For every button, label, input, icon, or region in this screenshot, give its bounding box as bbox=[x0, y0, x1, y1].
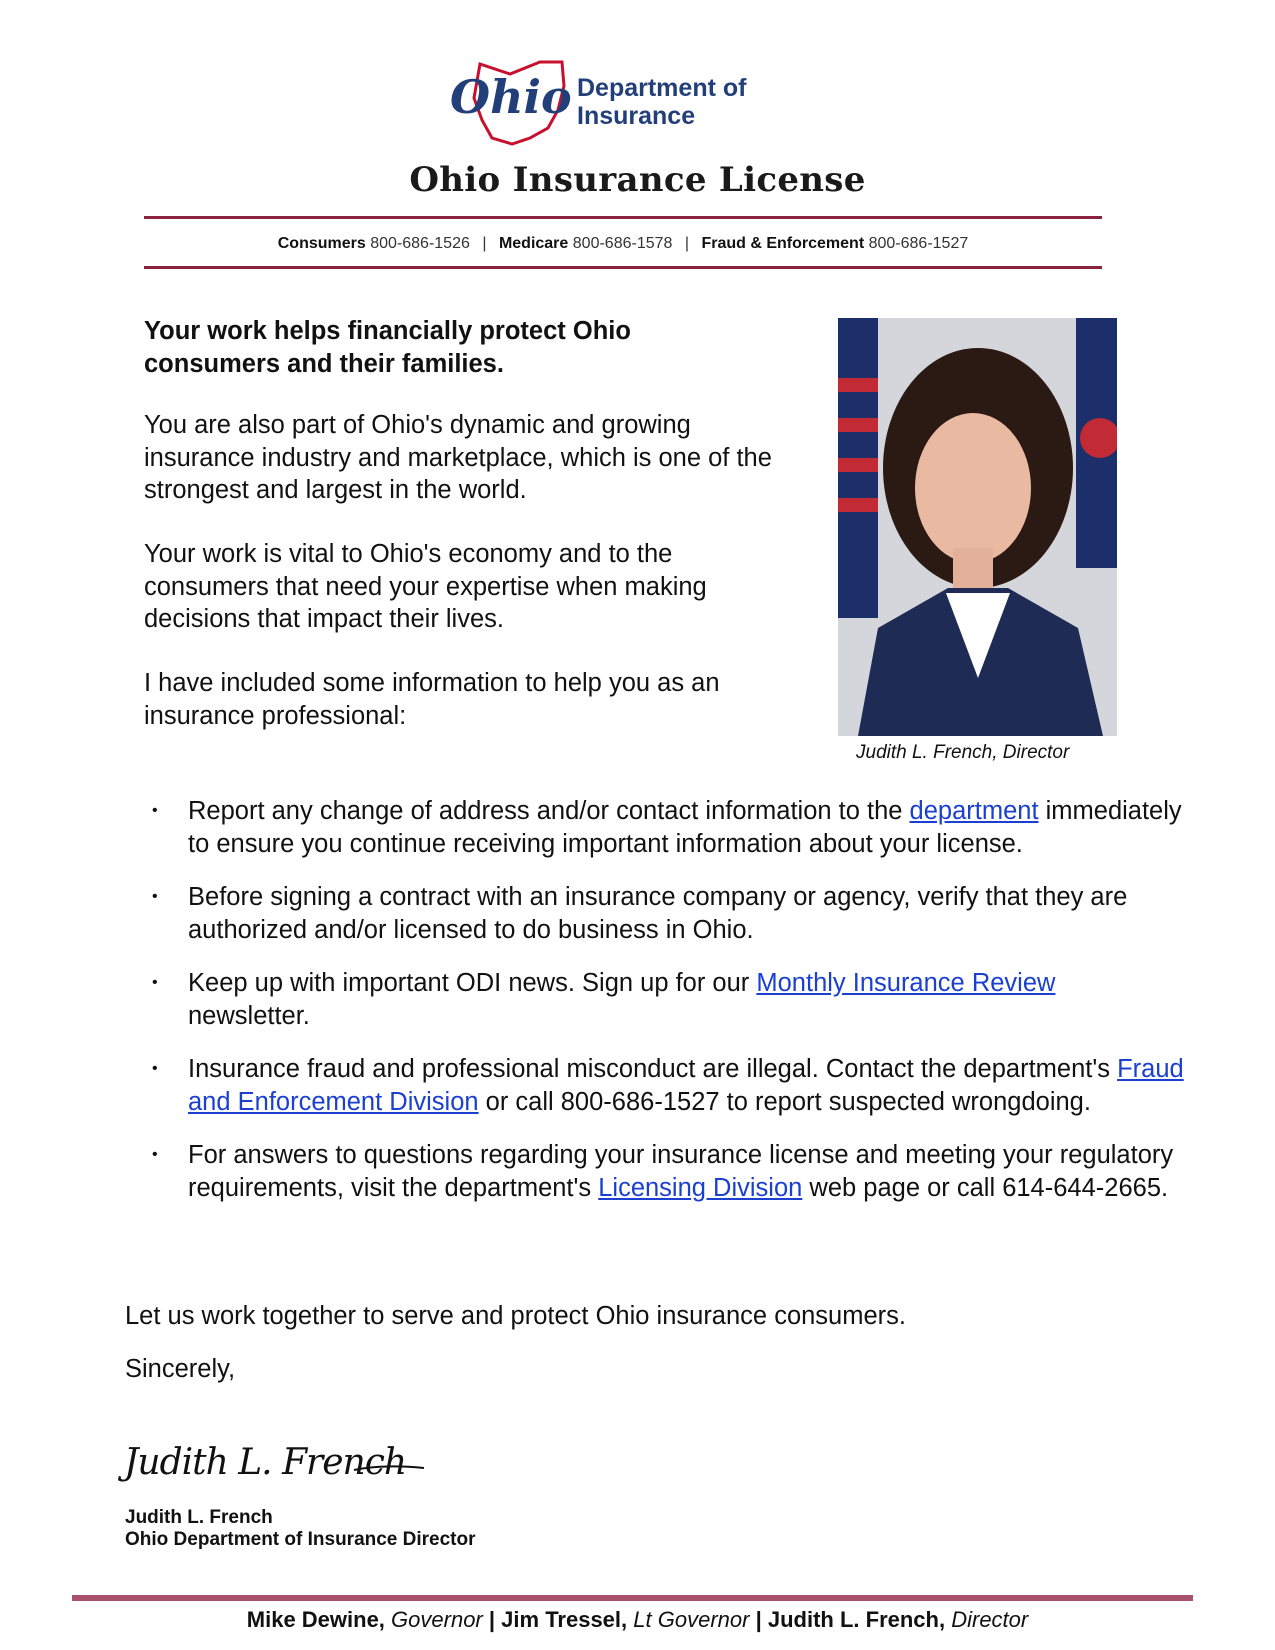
signer-name: Judith L. French bbox=[125, 1507, 273, 1528]
contact-phone-fraud: 800-686-1527 bbox=[868, 235, 969, 252]
list-item bbox=[144, 795, 1184, 860]
page-title: Ohio Insurance License bbox=[409, 160, 866, 200]
list-item bbox=[144, 881, 1184, 946]
list-item bbox=[144, 967, 1184, 1032]
monthly-insurance-review-link[interactable]: Monthly Insurance Review bbox=[756, 969, 1056, 997]
bullet-marker: • bbox=[152, 974, 158, 991]
contact-label-fraud: Fraud & Enforcement bbox=[701, 235, 865, 252]
lt-governor-name: Jim Tressel, bbox=[501, 1607, 628, 1632]
logo-wordmark: Ohio bbox=[450, 70, 572, 124]
logo-agency-name bbox=[577, 74, 746, 130]
bullet-text: Insurance fraud and professional misconduct are illegal. Contact the department's bbox=[188, 1055, 1118, 1083]
director-portrait bbox=[838, 318, 1117, 736]
contact-phone-consumers: 800-686-1526 bbox=[370, 235, 470, 252]
bullet-text: Report any change of address and/or contact information to the bbox=[188, 797, 910, 825]
fraud-enforcement-link[interactable]: Fraud and Enforcement Division bbox=[188, 1055, 1184, 1116]
footer-separator: | bbox=[488, 1607, 496, 1632]
licensing-division-link[interactable]: Licensing Division bbox=[598, 1173, 803, 1202]
list-item bbox=[144, 1139, 1184, 1204]
intro-paragraph-2: Your work is vital to Ohio's economy and to the consumers that need your expertise when making decisions that impact their lives. bbox=[144, 540, 707, 633]
footer-rule bbox=[72, 1595, 1193, 1601]
info-bullet-list bbox=[144, 795, 1184, 1225]
intro-paragraph-1: You are also part of Ohio's dynamic and growing insurance industry and marketplace, which is one of the strongest and largest in the world. bbox=[144, 411, 772, 504]
bullet-text: newsletter. bbox=[188, 1001, 310, 1030]
bullet-text: For answers to questions regarding your insurance license and meeting your regulatory requirements, visit the department's bbox=[188, 1141, 1174, 1202]
bullet-marker: • bbox=[152, 1146, 158, 1163]
footer-officials bbox=[0, 1607, 1275, 1633]
bullet-text: Keep up with important ODI news. Sign up for our bbox=[188, 969, 757, 997]
bullet-marker: • bbox=[152, 888, 158, 905]
intro-paragraph-3: I have included some information to help you as an insurance professional: bbox=[144, 669, 720, 730]
bullet-text: web page or call 614-644-2665. bbox=[802, 1173, 1169, 1202]
logo-line-2: Insurance bbox=[577, 102, 696, 130]
contact-phone-medicare: 800-686-1578 bbox=[572, 235, 673, 252]
closing-line: Let us work together to serve and protect Ohio insurance consumers. bbox=[125, 1302, 906, 1330]
director-role: Director bbox=[951, 1607, 1029, 1632]
director-name: Judith L. French, bbox=[767, 1607, 946, 1632]
photo-caption: Judith L. French, Director bbox=[856, 742, 1070, 763]
contact-separator: | bbox=[482, 235, 487, 252]
bullet-marker: • bbox=[152, 802, 158, 819]
footer-separator: | bbox=[755, 1607, 762, 1632]
salutation: Sincerely, bbox=[125, 1355, 236, 1383]
bullet-marker: • bbox=[152, 1060, 158, 1077]
header-rule-top bbox=[144, 216, 1102, 219]
signer-block bbox=[125, 1507, 476, 1551]
logo-line-1: Department of bbox=[577, 74, 747, 102]
bullet-text: or call 800-686-1527 to report suspected wrongdoing. bbox=[478, 1087, 1091, 1116]
intro-heading: Your work helps financially protect Ohio consumers and their families. bbox=[144, 317, 631, 378]
contact-label-medicare: Medicare bbox=[498, 235, 569, 252]
contact-bar bbox=[144, 235, 1102, 253]
bullet-text: immediately to ensure you continue receiving important information about your license. bbox=[188, 797, 1182, 858]
governor-name: Mike Dewine, bbox=[246, 1607, 385, 1632]
signer-title: Ohio Department of Insurance Director bbox=[125, 1529, 476, 1550]
contact-label-consumers: Consumers bbox=[277, 235, 366, 252]
governor-role: Governor bbox=[391, 1607, 483, 1632]
lt-governor-role: Lt Governor bbox=[633, 1607, 750, 1632]
department-link[interactable]: department bbox=[909, 797, 1039, 825]
handwritten-signature bbox=[124, 1438, 434, 1498]
list-item bbox=[144, 1053, 1184, 1118]
contact-separator: | bbox=[684, 235, 690, 252]
signature-text: Judith L. French bbox=[124, 1442, 407, 1483]
portrait-illustration bbox=[838, 318, 1117, 736]
bullet-text: Before signing a contract with an insurance company or agency, verify that they are authorized and/or licensed to do business in Ohio. bbox=[188, 883, 1128, 944]
signature-stroke bbox=[124, 1438, 434, 1498]
header-rule-bottom bbox=[144, 266, 1102, 269]
